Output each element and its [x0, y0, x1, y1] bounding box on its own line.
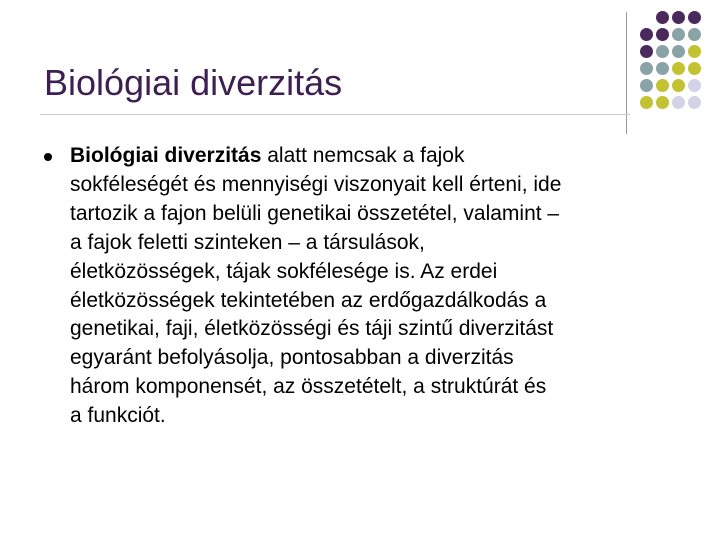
decorative-dot: [656, 11, 669, 24]
decorative-dot: [656, 28, 669, 41]
bullet-line-4: a fajok feletti szinteken – a társulások,: [70, 230, 425, 254]
decorative-dot: [688, 62, 701, 75]
decorative-dot: [656, 96, 669, 109]
bullet-line-3: tartozik a fajon belüli genetikai összetétel, valamint –: [70, 201, 560, 225]
vertical-divider: [626, 12, 627, 134]
decorative-dot: [672, 45, 685, 58]
slide-title: Biológiai diverzitás: [44, 62, 343, 103]
decorative-dot: [672, 11, 685, 24]
decorative-dot: [672, 96, 685, 109]
bullet-line-8: egyaránt befolyásolja, pontosabban a diverzitás: [70, 346, 514, 370]
decorative-dot: [640, 96, 653, 109]
decorative-dot: [640, 28, 653, 41]
decorative-dot: [656, 45, 669, 58]
bullet-line-1: [70, 142, 690, 171]
decorative-dot: [672, 62, 685, 75]
decorative-dot: [640, 79, 653, 92]
bullet-line-9: három komponensét, az összetételt, a struktúrát és: [70, 375, 547, 399]
decorative-dot: [640, 45, 653, 58]
bullet-line-2: sokféleségét és mennyiségi viszonyait kell érteni, ide: [70, 172, 562, 196]
bullet-line-1-rest: alatt nemcsak a fajok: [261, 144, 465, 167]
dot-empty: [640, 11, 653, 24]
bullet-line-7: genetikai, faji, életközösségi és táji szintű diverzitást: [70, 317, 554, 341]
decorative-dot: [656, 62, 669, 75]
decorative-dot-grid: [640, 11, 702, 110]
title-underline: [40, 114, 630, 115]
bullet-line-5: életközösségek, tájak sokfélesége is. Az erdei: [70, 259, 498, 283]
decorative-dot: [672, 79, 685, 92]
bullet-bold-term: Biológiai diverzitás: [70, 144, 262, 167]
bullet-dot: [44, 153, 52, 161]
decorative-dot: [688, 45, 701, 58]
decorative-dot: [688, 96, 701, 109]
bullet-line-10: a funkciót.: [70, 404, 166, 428]
decorative-dot: [688, 11, 701, 24]
decorative-dot: [688, 79, 701, 92]
bullet-line-6: életközösségek tekintetében az erdőgazdálkodás a: [70, 288, 547, 312]
bullet-text: [70, 142, 690, 431]
decorative-dot: [672, 28, 685, 41]
decorative-dot: [640, 62, 653, 75]
decorative-dot: [656, 79, 669, 92]
decorative-dot: [688, 28, 701, 41]
